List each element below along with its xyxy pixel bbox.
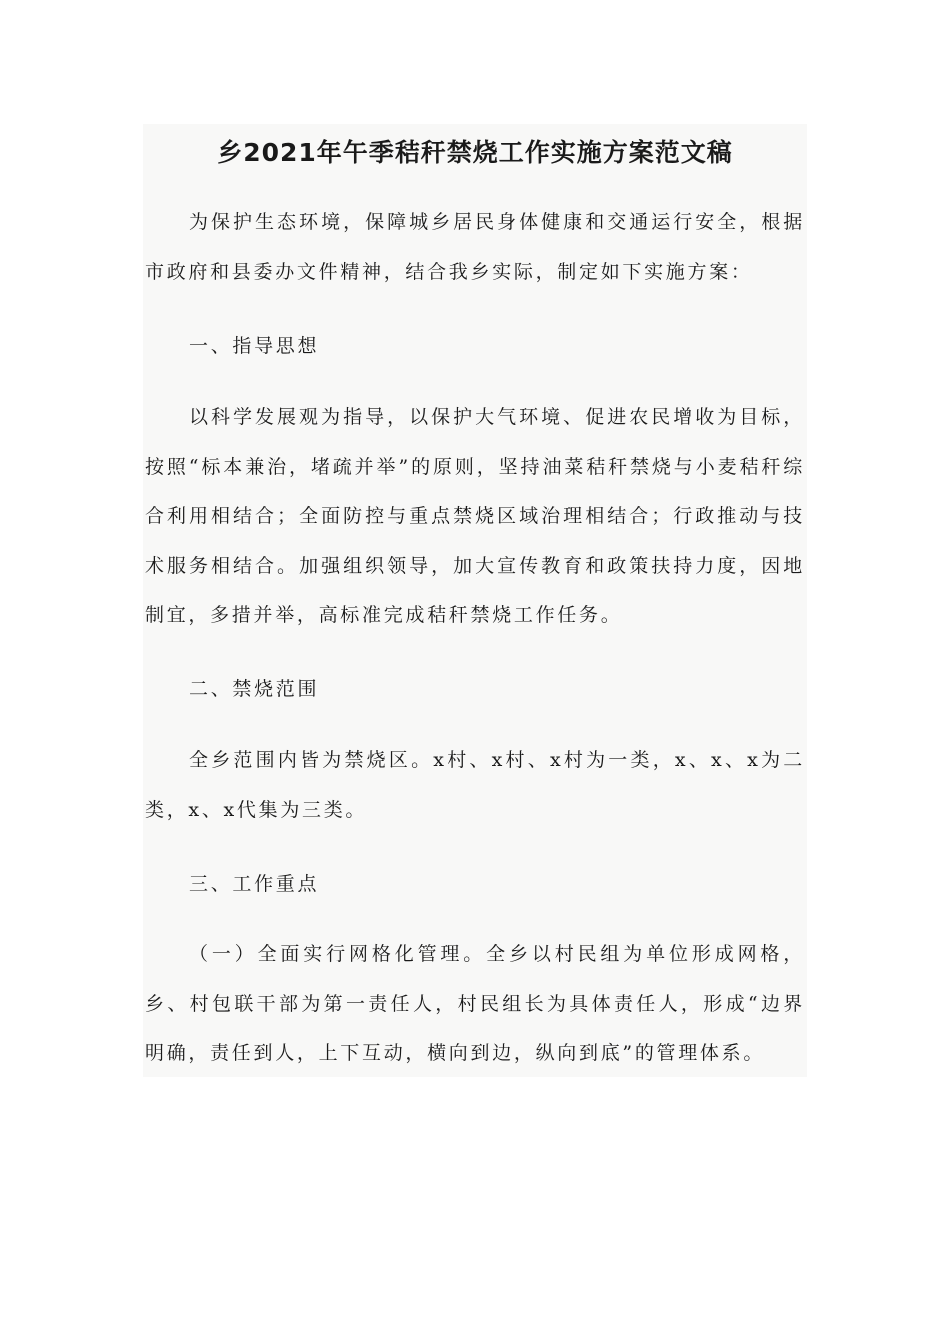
document-title: 乡2021年午季秸秆禁烧工作实施方案范文稿 <box>217 138 733 167</box>
section-heading-guiding-ideology: 一、指导思想 <box>189 335 320 357</box>
section-body-guiding-ideology: 以科学发展观为指导，以保护大气环境、促进农民增收为目标，按照“标本兼治，堵疏并举”的原则，坚持油菜秸秆禁烧与小麦秸秆综合利用相结合；全面防控与重点禁烧区域治理相结合；行政推动与技术服务相结合。加强组织领导，加大宣传教育和政策扶持力度，因地制宜，多措并举，高标准完成秸秆禁烧工作任务。 <box>145 406 805 626</box>
intro-paragraph: 为保护生态环境，保障城乡居民身体健康和交通运行安全，根据市政府和县委办文件精神，结合我乡实际，制定如下实施方案： <box>145 211 805 283</box>
section-heading-ban-scope: 二、禁烧范围 <box>189 678 320 700</box>
section-body-work-focus: （一）全面实行网格化管理。全乡以村民组为单位形成网格，乡、村包联干部为第一责任人，村民组长为具体责任人，形成“边界明确，责任到人，上下互动，横向到边，纵向到底”的管理体系。 <box>145 943 805 1064</box>
section-body-ban-scope: 全乡范围内皆为禁烧区。x村、x村、x村为一类，x、x、x为二类，x、x代集为三类。 <box>145 749 805 821</box>
section-heading-work-focus: 三、工作重点 <box>189 873 320 895</box>
